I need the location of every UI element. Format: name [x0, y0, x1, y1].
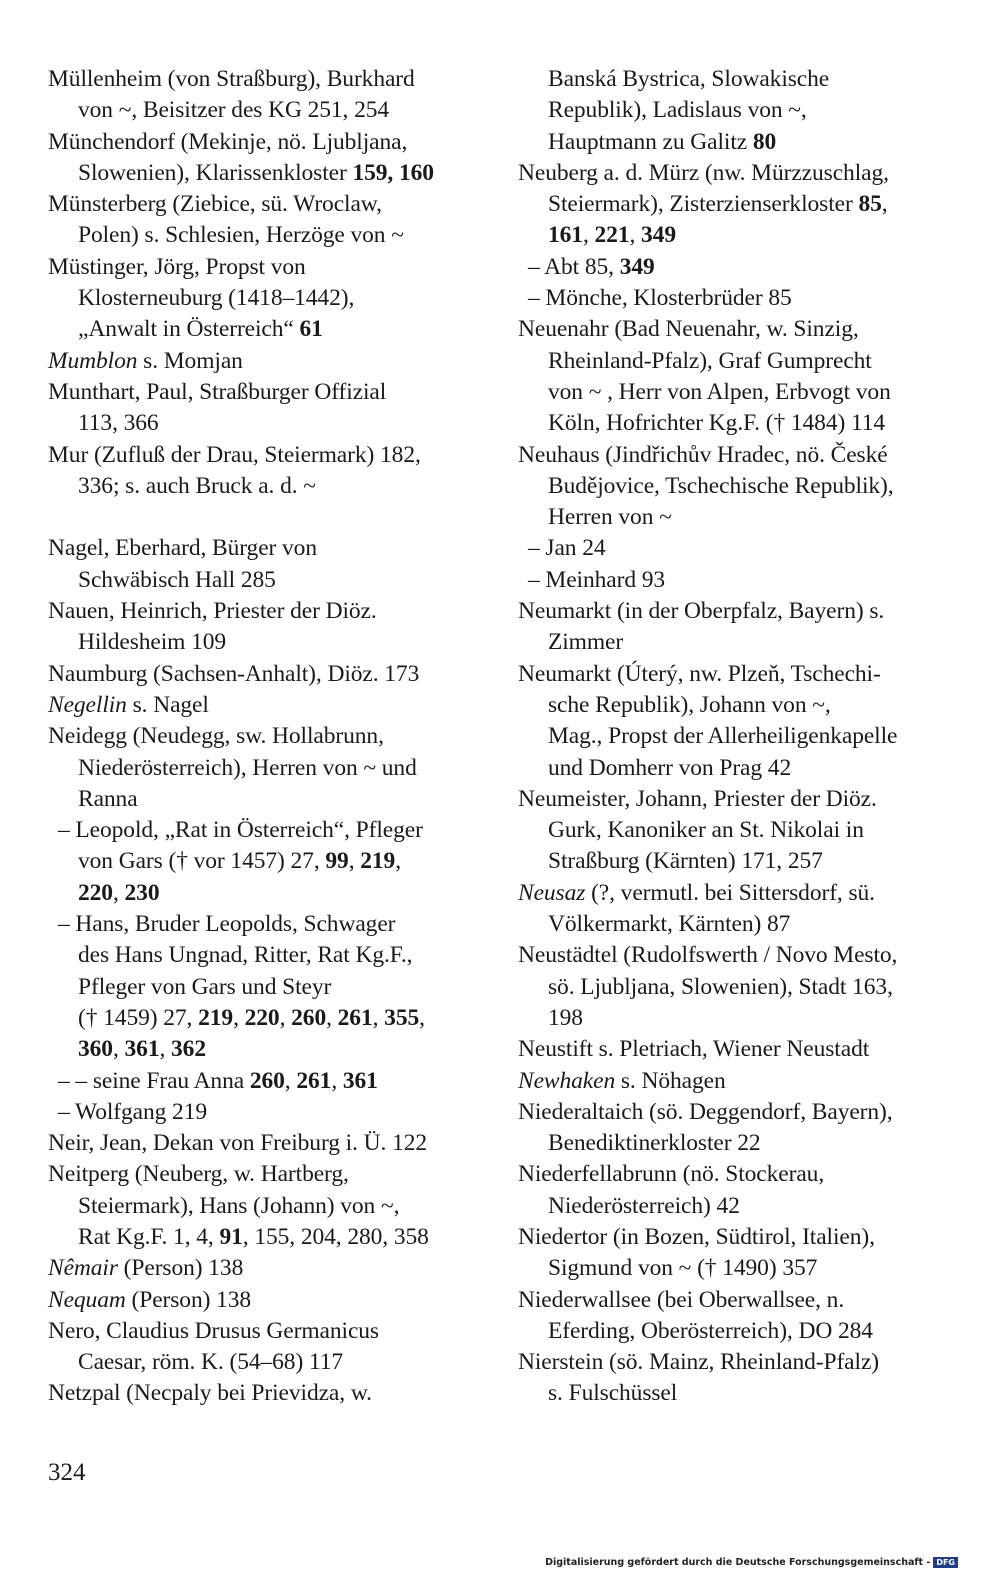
entry-text: Neidegg (Neudegg, sw. Hollabrunn,: [48, 723, 384, 750]
digitization-credit: [545, 1557, 958, 1568]
index-line: [48, 533, 488, 564]
index-line: [48, 972, 488, 1003]
entry-text: Neumeister, Johann, Priester der Diöz.: [518, 785, 877, 812]
entry-text: Budějovice, Tschechische Republik),: [548, 472, 894, 499]
index-line: [518, 502, 958, 533]
entry-text: 336; s. auch Bruck a. d. ~: [78, 472, 316, 499]
entry-text: Niederfellabrunn (nö. Stockerau,: [518, 1161, 825, 1188]
bold-reference: 261: [296, 1067, 332, 1094]
index-line: [48, 909, 488, 940]
index-line: [518, 1316, 958, 1347]
italic-term: Nequam: [48, 1286, 126, 1313]
index-line: [48, 127, 488, 158]
index-line: [518, 659, 958, 690]
entry-text: Hildesheim 109: [78, 629, 227, 656]
entry-text: Nierstein (sö. Mainz, Rheinland-Pfalz): [518, 1349, 880, 1376]
index-line: [48, 1159, 488, 1190]
entry-text: (Person) 138: [117, 1255, 244, 1282]
bold-reference: 349: [641, 222, 676, 249]
index-line: [48, 721, 488, 752]
entry-text: Zimmer: [548, 629, 624, 656]
bold-reference: 85: [858, 191, 882, 218]
index-line: [518, 158, 958, 189]
index-line: [518, 1347, 958, 1378]
dfg-logo: DFG: [933, 1557, 958, 1568]
bold-reference: 230: [124, 879, 160, 906]
index-line: [518, 377, 958, 408]
entry-text: Münchendorf (Mekinje, nö. Ljubljana,: [48, 128, 408, 155]
entry-text: Gurk, Kanoniker an St. Nikolai in: [548, 817, 864, 844]
entry-text: Neustift s. Pletriach, Wiener Neustadt: [518, 1036, 870, 1063]
entry-text: – Wolfgang 219: [58, 1098, 208, 1125]
entry-text: – Jan 24: [528, 535, 606, 562]
bold-reference: 220: [244, 1004, 280, 1031]
index-line: [518, 1128, 958, 1159]
index-line: [48, 1222, 488, 1253]
index-line: [48, 1347, 488, 1378]
entry-text: († 1459) 27,: [78, 1004, 199, 1031]
index-line: [48, 95, 488, 126]
entry-text: Neitperg (Neuberg, w. Hartberg,: [48, 1161, 349, 1188]
index-line: [48, 846, 488, 877]
index-line: [48, 252, 488, 283]
index-line: [518, 815, 958, 846]
index-line: [518, 189, 958, 220]
index-line: [518, 627, 958, 658]
bold-reference: 221: [594, 222, 630, 249]
entry-text: ,: [112, 1036, 125, 1063]
right-column: [518, 64, 958, 1410]
entry-text: Nero, Claudius Drusus Germanicus: [48, 1317, 379, 1344]
entry-text: und Domherr von Prag 42: [548, 754, 792, 781]
page-number: 324: [48, 1459, 86, 1486]
entry-text: 113, 366: [78, 410, 159, 437]
entry-text: s. Fulschüssel: [548, 1380, 678, 1407]
entry-text: Niederösterreich), Herren von ~ und: [78, 754, 417, 781]
entry-text: Neumarkt (Úterý, nw. Plzeň, Tschechi-: [518, 660, 881, 687]
left-column: [48, 64, 488, 1410]
bold-reference: 261: [337, 1004, 373, 1031]
bold-reference: 219: [198, 1004, 234, 1031]
index-line: [518, 533, 958, 564]
bold-reference: 349: [619, 253, 655, 280]
index-line: [48, 440, 488, 471]
entry-text: Steiermark), Zisterzienserkloster: [548, 191, 859, 218]
index-line: [518, 784, 958, 815]
index-line: [48, 1097, 488, 1128]
index-line: [48, 878, 488, 909]
index-line: [518, 220, 958, 251]
index-line: [48, 1316, 488, 1347]
entry-text: Neumarkt (in der Oberpfalz, Bayern) s.: [518, 598, 885, 625]
entry-text: ,: [419, 1004, 425, 1031]
entry-text: Müllenheim (von Straßburg), Burkhard: [48, 66, 415, 92]
index-line: [518, 1191, 958, 1222]
entry-text: Köln, Hofrichter Kg.F. († 1484) 114: [548, 410, 886, 437]
entry-text: Rheinland-Pfalz), Graf Gumprecht: [548, 347, 872, 374]
index-line: [48, 1128, 488, 1159]
bold-reference: 361: [124, 1036, 160, 1063]
index-line: [518, 1285, 958, 1316]
entry-text: ,: [326, 1004, 338, 1031]
index-line: [48, 815, 488, 846]
index-line: [518, 64, 958, 95]
entry-text: ,: [629, 222, 642, 249]
italic-term: Nêmair: [48, 1255, 118, 1282]
entry-text: Mag., Propst der Allerheiligenkapelle: [548, 723, 898, 750]
bold-reference: 361: [342, 1067, 378, 1094]
entry-text: Münsterberg (Ziebice, sü. Wroclaw,: [48, 191, 382, 218]
index-line: [48, 471, 488, 502]
entry-text: Nauen, Heinrich, Priester der Diöz.: [48, 598, 377, 625]
index-line: [48, 784, 488, 815]
index-line: [518, 1159, 958, 1190]
index-line: [518, 440, 958, 471]
index-line: [518, 721, 958, 752]
entry-text: s. Nöhagen: [615, 1067, 726, 1094]
index-line: [48, 346, 488, 377]
index-line: [48, 408, 488, 439]
entry-text: Hauptmann zu Galitz: [548, 128, 753, 155]
entry-text: Steiermark), Hans (Johann) von ~,: [78, 1192, 400, 1219]
entry-text: Müstinger, Jörg, Propst von: [48, 253, 306, 280]
bold-reference: 219: [360, 848, 396, 875]
index-line: [518, 95, 958, 126]
entry-text: Mur (Zufluß der Drau, Steiermark) 182,: [48, 441, 421, 468]
entry-text: Nagel, Eberhard, Bürger von: [48, 535, 317, 562]
index-line: [48, 189, 488, 220]
bold-reference: 260: [291, 1004, 327, 1031]
entry-text: Ranna: [78, 785, 138, 812]
index-line: [518, 1066, 958, 1097]
entry-text: Rat Kg.F. 1, 4,: [78, 1223, 220, 1250]
index-line: [518, 127, 958, 158]
section-gap: [48, 502, 488, 533]
entry-text: Niederwallsee (bei Oberwallsee, n.: [518, 1286, 845, 1313]
bold-reference: 61: [299, 316, 323, 343]
entry-text: – Meinhard 93: [528, 566, 666, 593]
entry-text: Neuhaus (Jindřichův Hradec, nö. České: [518, 441, 888, 468]
index-line: [518, 565, 958, 596]
index-line: [48, 753, 488, 784]
index-line: [48, 283, 488, 314]
bold-reference: 260: [249, 1067, 285, 1094]
entry-text: ,: [279, 1004, 292, 1031]
entry-text: Niedertor (in Bozen, Südtirol, Italien),: [518, 1223, 875, 1250]
entry-text: (Person) 138: [125, 1286, 252, 1313]
bold-reference: 161: [548, 222, 583, 249]
bold-reference: 355: [384, 1004, 420, 1031]
entry-text: ,: [112, 879, 125, 906]
index-line: [518, 346, 958, 377]
index-line: [518, 972, 958, 1003]
entry-text: Niederösterreich) 42: [548, 1192, 740, 1219]
entry-text: , 155, 204, 280, 358: [242, 1223, 429, 1250]
entry-text: ,: [159, 1036, 172, 1063]
index-line: [518, 596, 958, 627]
entry-text: Caesar, röm. K. (54–68) 117: [78, 1349, 344, 1376]
entry-text: ,: [233, 1004, 245, 1031]
index-line: [518, 1003, 958, 1034]
entry-text: ,: [331, 1067, 343, 1094]
index-line: [518, 878, 958, 909]
entry-text: von ~, Beisitzer des KG 251, 254: [78, 97, 390, 124]
index-line: [48, 377, 488, 408]
entry-text: sche Republik), Johann von ~,: [548, 691, 831, 718]
entry-text: – Leopold, „Rat in Österreich“, Pfleger: [58, 817, 423, 844]
entry-text: ,: [348, 848, 361, 875]
index-line: [518, 314, 958, 345]
index-line: [48, 596, 488, 627]
bold-reference: 360: [78, 1036, 113, 1063]
bold-reference: 362: [171, 1036, 206, 1063]
index-line: [518, 753, 958, 784]
index-line: [48, 1066, 488, 1097]
italic-term: Mumblon: [48, 347, 138, 374]
entry-text: Neustädtel (Rudolfswerth / Novo Mesto,: [518, 942, 898, 969]
entry-text: – – seine Frau Anna: [58, 1067, 250, 1094]
index-line: [518, 846, 958, 877]
entry-text: Netzpal (Necpaly bei Prievidza, w.: [48, 1380, 372, 1407]
entry-text: sö. Ljubljana, Slowenien), Stadt 163,: [548, 973, 893, 1000]
index-line: [48, 1191, 488, 1222]
entry-text: – Mönche, Klosterbrüder 85: [528, 285, 792, 312]
index-line: [48, 1003, 488, 1034]
entry-text: Neir, Jean, Dekan von Freiburg i. Ü. 122: [48, 1130, 428, 1157]
index-line: [518, 1378, 958, 1409]
entry-text: Eferding, Oberösterreich), DO 284: [548, 1317, 873, 1344]
index-line: [48, 220, 488, 251]
entry-text: „Anwalt in Österreich“: [78, 316, 300, 343]
entry-text: ,: [881, 191, 888, 218]
entry-text: Sigmund von ~ († 1490) 357: [548, 1255, 818, 1282]
index-line: [48, 1285, 488, 1316]
index-line: [48, 565, 488, 596]
entry-text: Herren von ~: [548, 504, 672, 531]
index-line: [48, 1034, 488, 1065]
index-line: [518, 1253, 958, 1284]
entry-text: Pfleger von Gars und Steyr: [78, 973, 332, 1000]
index-line: [48, 627, 488, 658]
entry-text: Völkermarkt, Kärnten) 87: [548, 911, 791, 938]
index-line: [48, 940, 488, 971]
index-line: [48, 314, 488, 345]
bold-reference: 80: [752, 128, 777, 155]
entry-text: Neuenahr (Bad Neuenahr, w. Sinzig,: [518, 316, 859, 343]
entry-text: ,: [372, 1004, 385, 1031]
italic-term: Neusaz: [518, 879, 586, 906]
index-line: [518, 1097, 958, 1128]
bold-reference: 220: [78, 879, 113, 906]
entry-text: Benediktinerkloster 22: [548, 1130, 761, 1157]
index-line: [518, 1034, 958, 1065]
entry-text: Klosterneuburg (1418–1442),: [78, 285, 355, 312]
index-line: [48, 158, 488, 189]
entry-text: – Hans, Bruder Leopolds, Schwager: [58, 911, 396, 938]
bold-reference: 91: [219, 1223, 243, 1250]
index-line: [48, 64, 488, 95]
entry-text: ,: [582, 222, 595, 249]
entry-text: s. Momjan: [137, 347, 243, 374]
italic-term: Negellin: [48, 691, 127, 718]
entry-text: Niederaltaich (sö. Deggendorf, Bayern),: [518, 1098, 893, 1125]
index-line: [518, 909, 958, 940]
entry-text: s. Nagel: [126, 691, 209, 718]
entry-text: 198: [548, 1004, 583, 1031]
entry-text: Republik), Ladislaus von ~,: [548, 97, 807, 124]
entry-text: Slowenien), Klarissenkloster: [78, 159, 353, 186]
entry-text: Neuberg a. d. Mürz (nw. Mürzzuschlag,: [518, 159, 889, 186]
entry-text: von Gars († vor 1457) 27,: [78, 848, 326, 875]
entry-text: – Abt 85,: [528, 253, 620, 280]
bold-reference: 159, 160: [352, 159, 434, 186]
italic-term: Newhaken: [518, 1067, 616, 1094]
entry-text: Polen) s. Schlesien, Herzöge von ~: [78, 222, 404, 249]
entry-text: Straßburg (Kärnten) 171, 257: [548, 848, 823, 875]
index-line: [518, 690, 958, 721]
index-line: [48, 1378, 488, 1409]
entry-text: Banská Bystrica, Slowakische: [548, 66, 830, 92]
index-line: [48, 690, 488, 721]
entry-text: ,: [395, 848, 401, 875]
index-line: [518, 1222, 958, 1253]
entry-text: ,: [284, 1067, 297, 1094]
entry-text: Naumburg (Sachsen-Anhalt), Diöz. 173: [48, 660, 420, 687]
bold-reference: 99: [325, 848, 349, 875]
index-line: [518, 252, 958, 283]
credit-text: Digitalisierung gefördert durch die Deutsche Forschungsgemeinschaft -: [545, 1557, 931, 1568]
index-line: [48, 659, 488, 690]
index-line: [518, 283, 958, 314]
entry-text: Munthart, Paul, Straßburger Offizial: [48, 378, 387, 405]
entry-text: (?, vermutl. bei Sittersdorf, sü.: [585, 879, 875, 906]
index-line: [518, 408, 958, 439]
index-line: [518, 471, 958, 502]
entry-text: Schwäbisch Hall 285: [78, 566, 276, 593]
index-line: [518, 940, 958, 971]
entry-text: von ~ , Herr von Alpen, Erbvogt von: [548, 378, 891, 405]
entry-text: des Hans Ungnad, Ritter, Rat Kg.F.,: [78, 942, 413, 969]
index-line: [48, 1253, 488, 1284]
